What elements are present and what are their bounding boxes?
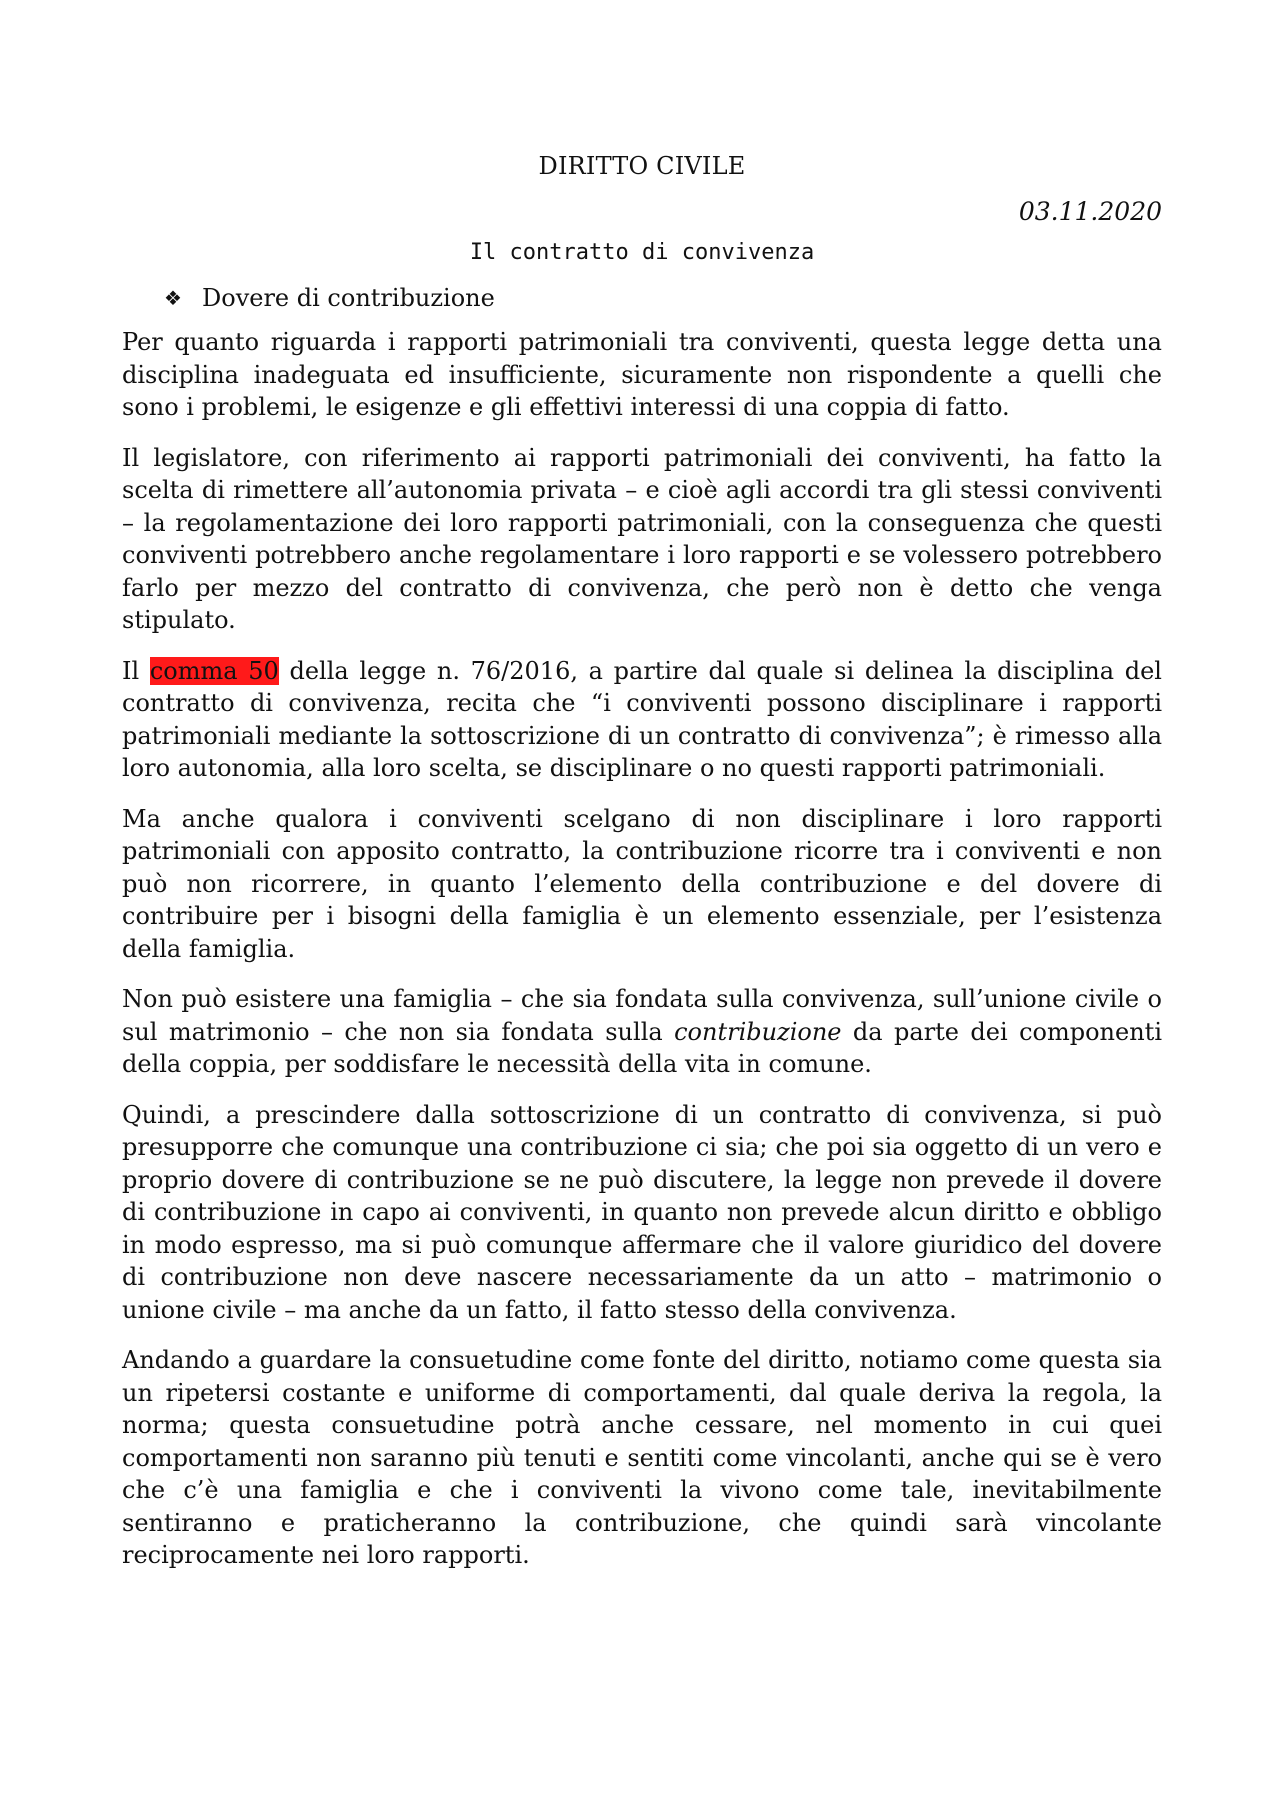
paragraph-6: Quindi, a prescindere dalla sottoscrizione di un contratto di convivenza, si può presupporre che comunque una contribuzione ci sia; che poi sia oggetto di un vero e proprio dovere di contribuzione se ne può discutere, la legge non prevede il dovere di contribuzione in capo ai conviventi, in quanto non prevede alcun diritto e obbligo in modo espresso, ma si può comunque affermare che il valore giuridico del dovere di contribuzione non deve nascere necessariamente da un atto – matrimonio o unione civile – ma anche da un fatto, il fatto stesso della convivenza. [122,1100,1162,1324]
section-heading-text: Dovere di contribuzione [202,284,495,312]
paragraph-2: Il legislatore, con riferimento ai rapporti patrimoniali dei conviventi, ha fatto la scelta di rimettere all’autonomia privata – e cioè agli accordi tra gli stessi conviventi – la regolamentazione dei loro rapporti patrimoniali, con la conseguenza che questi conviventi potrebbero anche regolamentare i loro rapporti e se volessero potrebbero farlo per mezzo del contratto di convivenza, che però non è detto che venga stipulato. [122,443,1162,634]
italic-term: contribuzione [674,1017,842,1046]
document-body [122,150,1162,1590]
paragraph-1: Per quanto riguarda i rapporti patrimoniali tra conviventi, questa legge detta una disciplina inadeguata ed insufficiente, sicuramente non rispondente a quelli che sono i problemi, le esigenze e gli effettivi interessi di una coppia di fatto. [122,328,1162,421]
paragraph-4: Ma anche qualora i conviventi scelgano di non disciplinare i loro rapporti patrimoniali con apposito contratto, la contribuzione ricorre tra i conviventi e non può non ricorrere, in quanto l’elemento della contribuzione e del dovere di contribuire per i bisogni della famiglia è un elemento essenziale, per l’esistenza della famiglia. [122,804,1162,963]
paragraph-3-rest: della legge n. 76/2016, a partire dal quale si delinea la disciplina del contratto di convivenza, recita che “i conviventi possono disciplinare i rapporti patrimoniali mediante la sottoscrizione di un contratto di convivenza”; è rimesso alla loro autonomia, alla loro scelta, se disciplinare o no questi rapporti patrimoniali. [122,656,1162,782]
diamond-bullet-icon: ❖ [164,286,182,310]
paragraph-5 [122,983,1162,1081]
paragraph-3-start: Il [122,656,150,685]
document-title: DIRITTO CIVILE [538,152,746,180]
paragraph-5-rest: da parte dei componenti della coppia, per soddisfare le necessità della vita in comune. [122,1017,1162,1078]
section-heading [122,282,1162,314]
document-date: 03.11.2020 [1018,197,1162,226]
paragraph-5-start: Non può esistere una famiglia – che sia fondata sulla convivenza, sull’unione civile o sul matrimonio – che non sia fondata sulla [122,985,1162,1046]
document-subtitle: Il contratto di convivenza [469,240,815,265]
highlighted-reference: comma 50 [149,656,279,685]
paragraph-7: Andando a guardare la consuetudine come fonte del diritto, notiamo come questa sia un ripetersi costante e uniforme di comportamenti, dal quale deriva la regola, la norma; questa consuetudine potrà anche cessare, nel momento in cui quei comportamenti non saranno più tenuti e sentiti come vincolanti, anche qui se è vero che c’è una famiglia e che i conviventi la vivono come tale, inevitabilmente sentiranno e praticheranno la contribuzione, che quindi sarà vincolante reciprocamente nei loro rapporti. [122,1346,1162,1569]
paragraph-3 [122,655,1162,785]
